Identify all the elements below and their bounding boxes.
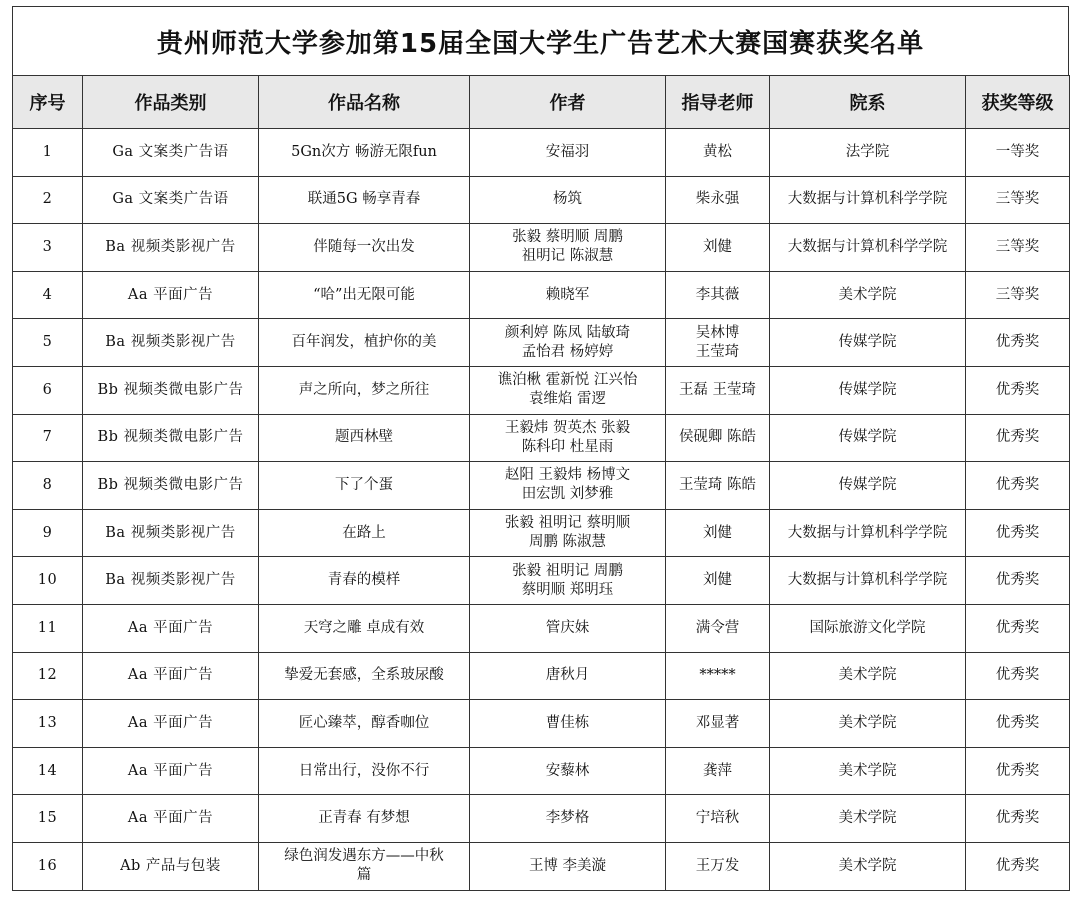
header-cell-award: 获奖等级 bbox=[966, 76, 1070, 129]
cell-authors bbox=[470, 414, 666, 462]
cell-authors bbox=[470, 604, 666, 652]
cell-authors-line: 田宏凯 刘梦雅 bbox=[521, 486, 614, 503]
cell-dept: 大数据与计算机科学学院 bbox=[770, 509, 966, 557]
cell-category: Aa 平面广告 bbox=[83, 604, 259, 652]
cell-category: Bb 视频类微电影广告 bbox=[83, 366, 259, 414]
cell-authors bbox=[470, 176, 666, 224]
cell-authors-line: 安藜林 bbox=[545, 762, 590, 779]
cell-category: Aa 平面广告 bbox=[83, 652, 259, 700]
cell-advisors bbox=[666, 842, 770, 890]
cell-no: 8 bbox=[13, 462, 83, 510]
cell-advisors-line: 宁培秋 bbox=[695, 810, 740, 827]
cell-dept: 美术学院 bbox=[770, 747, 966, 795]
cell-authors-line: 唐秋月 bbox=[545, 667, 590, 684]
cell-authors bbox=[470, 700, 666, 748]
cell-no: 9 bbox=[13, 509, 83, 557]
cell-advisors-line: 刘健 bbox=[703, 524, 732, 541]
cell-authors-line: 赖晓军 bbox=[545, 286, 590, 303]
cell-no: 3 bbox=[13, 224, 83, 272]
cell-advisors-line: 刘健 bbox=[703, 572, 732, 589]
table-row bbox=[13, 462, 1070, 510]
cell-work bbox=[259, 271, 470, 319]
cell-work-line: 天穹之雕 卓成有效 bbox=[303, 619, 425, 636]
cell-advisors-line: 李其薇 bbox=[695, 286, 740, 303]
cell-authors-line: 谯泊楸 霍新悦 江兴怡 bbox=[497, 372, 638, 389]
cell-authors bbox=[470, 557, 666, 605]
cell-authors bbox=[470, 129, 666, 177]
cell-authors-line: 管庆妹 bbox=[545, 619, 590, 636]
cell-work-line: 联通5G 畅享青春 bbox=[307, 191, 421, 208]
cell-advisors-line: ***** bbox=[699, 667, 736, 684]
cell-award: 一等奖 bbox=[966, 129, 1070, 177]
cell-work-line: 篇 bbox=[356, 867, 372, 884]
cell-work bbox=[259, 319, 470, 367]
cell-award: 优秀奖 bbox=[966, 795, 1070, 843]
cell-authors-line: 周鹏 陈淑慧 bbox=[528, 534, 607, 551]
cell-dept: 美术学院 bbox=[770, 842, 966, 890]
cell-work-line: 伴随每一次出发 bbox=[313, 238, 415, 255]
cell-work bbox=[259, 557, 470, 605]
cell-advisors bbox=[666, 652, 770, 700]
table-row bbox=[13, 414, 1070, 462]
table-row bbox=[13, 842, 1070, 890]
cell-no: 15 bbox=[13, 795, 83, 843]
cell-authors-line: 袁维焰 雷逻 bbox=[528, 391, 607, 408]
cell-authors-line: 杨筑 bbox=[553, 191, 582, 208]
cell-no: 4 bbox=[13, 271, 83, 319]
cell-no: 2 bbox=[13, 176, 83, 224]
cell-category: Aa 平面广告 bbox=[83, 700, 259, 748]
cell-award: 优秀奖 bbox=[966, 557, 1070, 605]
cell-award: 优秀奖 bbox=[966, 366, 1070, 414]
cell-work bbox=[259, 509, 470, 557]
cell-advisors bbox=[666, 557, 770, 605]
cell-work-line: 青春的模样 bbox=[327, 572, 401, 589]
cell-award: 优秀奖 bbox=[966, 842, 1070, 890]
table-row bbox=[13, 652, 1070, 700]
table-row bbox=[13, 319, 1070, 367]
cell-authors-line: 张毅 祖明记 蔡明顺 bbox=[504, 515, 631, 532]
cell-advisors-line: 王万发 bbox=[695, 857, 740, 874]
cell-no: 5 bbox=[13, 319, 83, 367]
cell-authors bbox=[470, 319, 666, 367]
cell-work-line: 下了个蛋 bbox=[335, 476, 393, 493]
cell-category: Ba 视频类影视广告 bbox=[83, 509, 259, 557]
cell-award: 优秀奖 bbox=[966, 652, 1070, 700]
header-cell-work: 作品名称 bbox=[259, 76, 470, 129]
cell-work-line: 绿色润发遇东方——中秋 bbox=[284, 848, 444, 865]
cell-work bbox=[259, 652, 470, 700]
header-cell-no: 序号 bbox=[13, 76, 83, 129]
cell-advisors-line: 侯砚卿 陈皓 bbox=[678, 429, 757, 446]
cell-no: 11 bbox=[13, 604, 83, 652]
cell-dept: 美术学院 bbox=[770, 271, 966, 319]
cell-authors-line: 陈科印 杜星雨 bbox=[521, 438, 614, 455]
cell-award: 优秀奖 bbox=[966, 319, 1070, 367]
cell-authors bbox=[470, 271, 666, 319]
cell-dept: 大数据与计算机科学学院 bbox=[770, 176, 966, 224]
table-row bbox=[13, 747, 1070, 795]
cell-dept: 国际旅游文化学院 bbox=[770, 604, 966, 652]
cell-work-line: 匠心臻萃，醇香咖位 bbox=[298, 714, 430, 731]
cell-advisors bbox=[666, 700, 770, 748]
cell-category: Aa 平面广告 bbox=[83, 271, 259, 319]
cell-no: 16 bbox=[13, 842, 83, 890]
cell-dept: 传媒学院 bbox=[770, 414, 966, 462]
cell-work bbox=[259, 700, 470, 748]
award-list-document bbox=[12, 6, 1069, 891]
cell-advisors bbox=[666, 604, 770, 652]
cell-authors bbox=[470, 224, 666, 272]
cell-work-line: 挚爱无套感，全系玻尿酸 bbox=[284, 667, 444, 684]
header-cell-category: 作品类别 bbox=[83, 76, 259, 129]
cell-category: Ba 视频类影视广告 bbox=[83, 557, 259, 605]
cell-authors-line: 安福羽 bbox=[545, 143, 590, 160]
cell-dept: 传媒学院 bbox=[770, 366, 966, 414]
cell-work bbox=[259, 795, 470, 843]
table-row bbox=[13, 271, 1070, 319]
cell-dept: 美术学院 bbox=[770, 700, 966, 748]
cell-no: 1 bbox=[13, 129, 83, 177]
cell-advisors-line: 刘健 bbox=[703, 238, 732, 255]
cell-advisors-line: 柴永强 bbox=[695, 191, 740, 208]
header-cell-authors: 作者 bbox=[470, 76, 666, 129]
cell-work bbox=[259, 414, 470, 462]
cell-award: 三等奖 bbox=[966, 176, 1070, 224]
cell-dept: 大数据与计算机科学学院 bbox=[770, 557, 966, 605]
cell-advisors bbox=[666, 795, 770, 843]
cell-authors-line: 张毅 祖明记 周鹏 bbox=[512, 562, 623, 579]
cell-work-line: 题西林壁 bbox=[335, 429, 393, 446]
cell-work-line: 正青春 有梦想 bbox=[318, 810, 410, 827]
cell-work-line: 百年润发，植护你的美 bbox=[291, 334, 437, 351]
cell-no: 10 bbox=[13, 557, 83, 605]
cell-advisors bbox=[666, 271, 770, 319]
cell-advisors-line: 龚萍 bbox=[703, 762, 732, 779]
cell-authors bbox=[470, 652, 666, 700]
cell-work bbox=[259, 747, 470, 795]
cell-work bbox=[259, 462, 470, 510]
cell-advisors bbox=[666, 747, 770, 795]
cell-advisors bbox=[666, 366, 770, 414]
cell-advisors bbox=[666, 509, 770, 557]
cell-category: Ga 文案类广告语 bbox=[83, 176, 259, 224]
header-row bbox=[13, 76, 1070, 129]
table-row bbox=[13, 366, 1070, 414]
cell-work bbox=[259, 129, 470, 177]
cell-work-line: 5Gn次方 畅游无限fun bbox=[291, 143, 437, 160]
cell-work bbox=[259, 842, 470, 890]
cell-work bbox=[259, 224, 470, 272]
cell-work bbox=[259, 604, 470, 652]
cell-work bbox=[259, 366, 470, 414]
table-row bbox=[13, 176, 1070, 224]
cell-advisors bbox=[666, 129, 770, 177]
table-row bbox=[13, 557, 1070, 605]
cell-category: Bb 视频类微电影广告 bbox=[83, 414, 259, 462]
cell-category: Ab 产品与包装 bbox=[83, 842, 259, 890]
table-row bbox=[13, 509, 1070, 557]
document-title: 贵州师范大学参加第15届全国大学生广告艺术大赛国赛获奖名单 bbox=[12, 6, 1069, 75]
cell-advisors bbox=[666, 319, 770, 367]
header-cell-dept: 院系 bbox=[770, 76, 966, 129]
cell-no: 6 bbox=[13, 366, 83, 414]
cell-dept: 美术学院 bbox=[770, 795, 966, 843]
cell-advisors bbox=[666, 224, 770, 272]
cell-authors-line: 祖明记 陈淑慧 bbox=[521, 248, 614, 265]
cell-authors-line: 王博 李美漩 bbox=[528, 857, 607, 874]
cell-category: Aa 平面广告 bbox=[83, 795, 259, 843]
cell-advisors bbox=[666, 414, 770, 462]
cell-authors-line: 张毅 蔡明顺 周鹏 bbox=[512, 229, 623, 246]
cell-award: 三等奖 bbox=[966, 271, 1070, 319]
cell-authors bbox=[470, 842, 666, 890]
cell-authors bbox=[470, 366, 666, 414]
cell-authors-line: 蔡明顺 郑明珏 bbox=[521, 581, 614, 598]
cell-dept: 大数据与计算机科学学院 bbox=[770, 224, 966, 272]
cell-award: 优秀奖 bbox=[966, 414, 1070, 462]
cell-no: 12 bbox=[13, 652, 83, 700]
cell-authors bbox=[470, 795, 666, 843]
cell-advisors-line: 王磊 王莹琦 bbox=[678, 381, 757, 398]
cell-no: 14 bbox=[13, 747, 83, 795]
header-cell-advisors: 指导老师 bbox=[666, 76, 770, 129]
cell-category: Ga 文案类广告语 bbox=[83, 129, 259, 177]
cell-category: Ba 视频类影视广告 bbox=[83, 224, 259, 272]
cell-work-line: 声之所向，梦之所往 bbox=[298, 381, 430, 398]
cell-award: 优秀奖 bbox=[966, 462, 1070, 510]
cell-category: Ba 视频类影视广告 bbox=[83, 319, 259, 367]
cell-category: Bb 视频类微电影广告 bbox=[83, 462, 259, 510]
cell-advisors bbox=[666, 176, 770, 224]
cell-work-line: 在路上 bbox=[342, 524, 386, 541]
cell-authors bbox=[470, 747, 666, 795]
cell-dept: 传媒学院 bbox=[770, 462, 966, 510]
cell-work bbox=[259, 176, 470, 224]
cell-authors-line: 颜利婷 陈凤 陆敏琦 bbox=[504, 324, 631, 341]
cell-advisors-line: 黄松 bbox=[703, 143, 732, 160]
cell-authors-line: 曹佳栋 bbox=[545, 714, 590, 731]
cell-authors-line: 孟怡君 杨婷婷 bbox=[521, 343, 614, 360]
cell-award: 优秀奖 bbox=[966, 747, 1070, 795]
cell-authors bbox=[470, 462, 666, 510]
cell-dept: 传媒学院 bbox=[770, 319, 966, 367]
table-row bbox=[13, 129, 1070, 177]
cell-authors-line: 李梦格 bbox=[545, 810, 590, 827]
cell-advisors-line: 吴林博 bbox=[695, 324, 740, 341]
cell-no: 7 bbox=[13, 414, 83, 462]
cell-work-line: “哈”出无限可能 bbox=[313, 286, 415, 303]
cell-advisors-line: 王莹琦 bbox=[695, 343, 740, 360]
cell-work-line: 日常出行，没你不行 bbox=[298, 762, 430, 779]
table-row bbox=[13, 604, 1070, 652]
cell-award: 三等奖 bbox=[966, 224, 1070, 272]
cell-advisors-line: 满令营 bbox=[695, 619, 740, 636]
cell-advisors-line: 邓显著 bbox=[695, 714, 740, 731]
cell-category: Aa 平面广告 bbox=[83, 747, 259, 795]
cell-award: 优秀奖 bbox=[966, 700, 1070, 748]
cell-award: 优秀奖 bbox=[966, 509, 1070, 557]
award-table bbox=[12, 75, 1070, 891]
cell-advisors-line: 王莹琦 陈皓 bbox=[678, 476, 757, 493]
cell-no: 13 bbox=[13, 700, 83, 748]
cell-authors-line: 王毅炜 贺英杰 张毅 bbox=[504, 419, 631, 436]
table-row bbox=[13, 795, 1070, 843]
table-row bbox=[13, 224, 1070, 272]
cell-dept: 法学院 bbox=[770, 129, 966, 177]
cell-advisors bbox=[666, 462, 770, 510]
cell-authors-line: 赵阳 王毅炜 杨博文 bbox=[504, 467, 631, 484]
table-row bbox=[13, 700, 1070, 748]
cell-award: 优秀奖 bbox=[966, 604, 1070, 652]
cell-authors bbox=[470, 509, 666, 557]
cell-dept: 美术学院 bbox=[770, 652, 966, 700]
